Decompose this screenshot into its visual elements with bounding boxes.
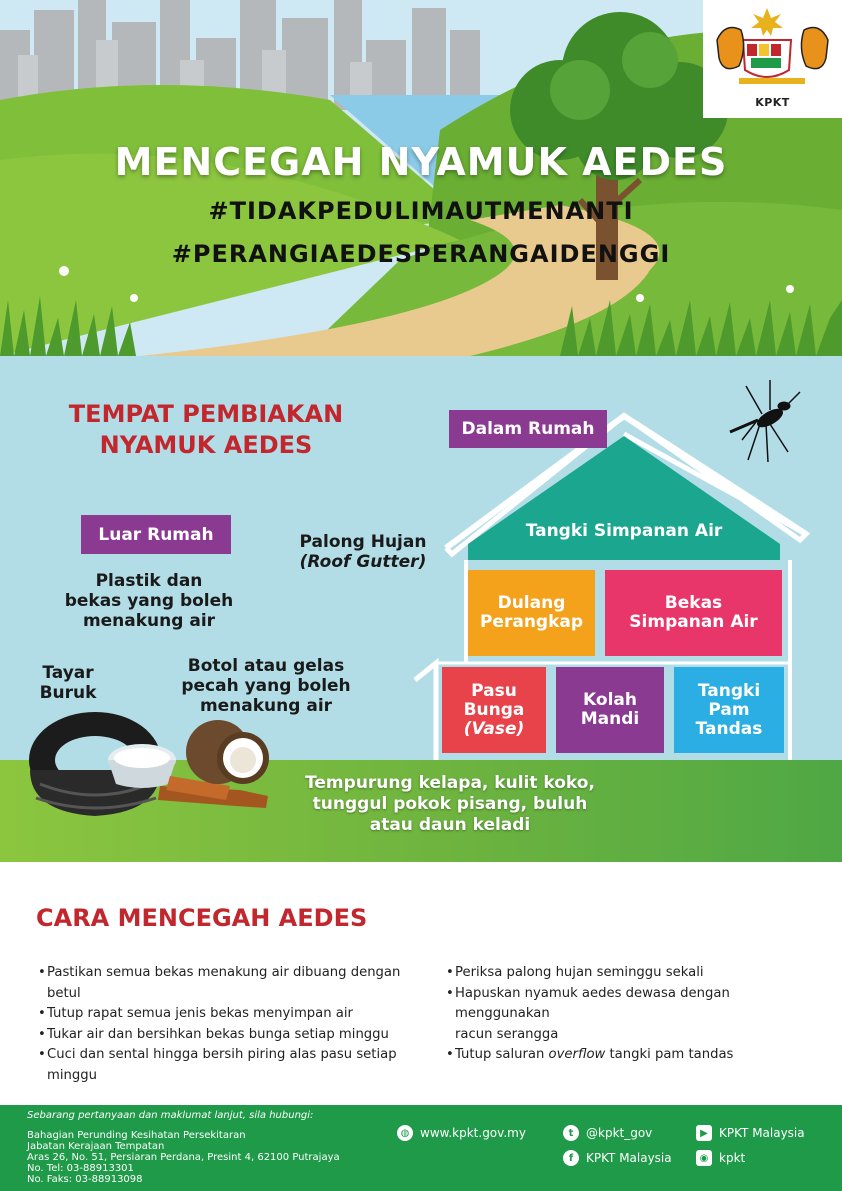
facebook-link[interactable]: f KPKT Malaysia [563,1150,672,1166]
tyre-label: Tayar Buruk [39,663,97,703]
list-item: • Tutup saluran overflow tangki pam tandas [446,1045,826,1066]
footer-address: Bahagian Perunding Kesihatan Persekitaran Jabatan Kerajaan Tempatan Aras 26, No. 51, Persiaran Perdana, Presint 4, 62100 Putrajaya No. Tel: 03-88913301 No. Faks: 03-88913098 [27,1130,340,1185]
plastic-container-icon [108,744,176,788]
indoor-tag: Dalam Rumah [449,410,607,448]
logo-caption: KPKT [755,96,790,109]
water-tank-box: Tangki Simpanan Air [525,520,723,541]
list-item: • Cuci dan sental hingga bersih piring alas pasu setiap minggu [38,1045,438,1086]
breeding-title-line-2: NYAMUK AEDES [99,431,313,459]
facebook-icon: f [563,1150,579,1166]
list-item: • Tutup rapat semua jenis bekas menyimpan air [38,1004,438,1025]
twitter-link[interactable]: t @kpkt_gov [563,1125,652,1141]
list-item: • Pastikan semua bekas menakung air dibuang dengan betul [38,963,438,1004]
footer-intro: Sebarang pertanyaan dan maklumat lanjut, sila hubungi: [27,1110,314,1121]
bath-tank-box: Kolah Mandi [556,667,664,753]
globe-icon: ◍ [397,1125,413,1141]
hashtag-secondary: #PERANGIAEDESPERANGAIDENGGI [171,240,671,268]
twitter-icon: t [563,1125,579,1141]
prevention-list-left [38,963,438,1086]
page-title: MENCEGAH NYAMUK AEDES [114,140,728,184]
roof-gutter-label: Palong Hujan (Roof Gutter) [299,532,427,572]
trap-tray-box: Dulang Perangkap [468,570,595,656]
instagram-icon: ◉ [696,1150,712,1166]
flower-vase-box: Pasu Bunga (Vase) [442,667,546,753]
instagram-link[interactable]: ◉ kpkt [696,1150,745,1166]
storage-container-box: Bekas Simpanan Air [605,570,782,656]
toilet-tank-box: Tangki Pam Tandas [674,667,784,753]
youtube-link[interactable]: ▶ KPKT Malaysia [696,1125,805,1141]
website-link[interactable]: ◍ www.kpkt.gov.my [397,1125,526,1141]
footer [0,1105,842,1191]
coconut-icon [186,720,269,784]
bottle-label: Botol atau gelas pecah yang boleh menakung air [181,656,351,716]
breeding-title-line-1: TEMPAT PEMBIAKAN [68,400,344,428]
prevention-title: CARA MENCEGAH AEDES [36,904,368,932]
list-item: • Tukar air dan bersihkan bekas bunga setiap minggu [38,1025,438,1046]
plastic-label: Plastik dan bekas yang boleh menakung air [64,571,234,631]
breeding-title [36,399,376,461]
prevention-list-right [446,963,826,1066]
natural-containers-label: Tempurung kelapa, kulit koko, tunggul pokok pisang, buluh atau daun keladi [305,773,595,835]
youtube-icon: ▶ [696,1125,712,1141]
list-item: • Hapuskan nyamuk aedes dewasa dengan menggunakan racun serangga [446,984,826,1046]
outdoor-tag: Luar Rumah [81,515,231,554]
list-item: • Periksa palong hujan seminggu sekali [446,963,826,984]
hashtag-primary: #TIDAKPEDULIMAUTMENANTI [208,197,634,225]
